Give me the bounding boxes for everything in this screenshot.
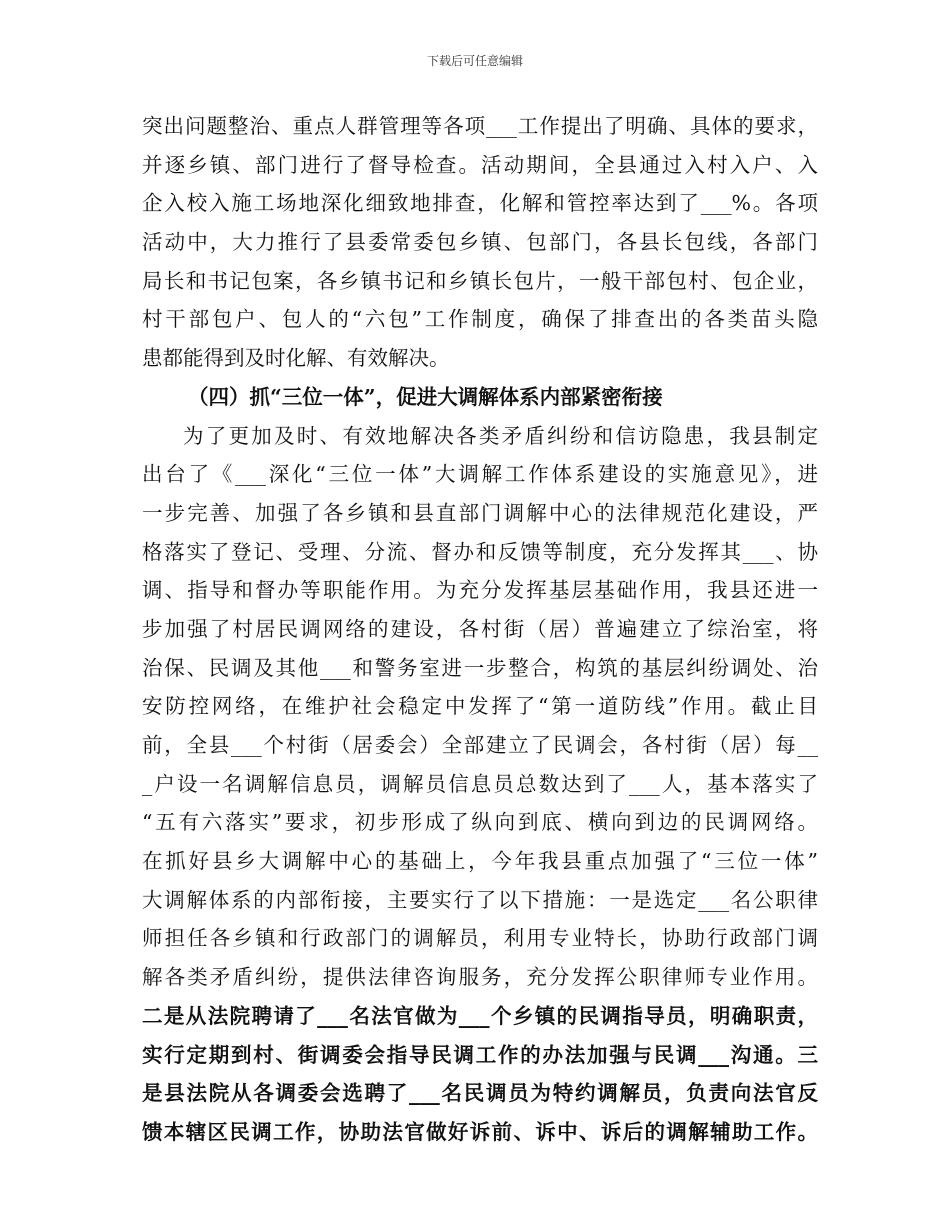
text-line: 患都能得到及时化解、有效解决。 — [142, 346, 450, 371]
text-line: 调、指导和督办等职能作用。为充分发挥基层基础作用，我县还进一 — [142, 578, 818, 603]
text-line: 出台了《___深化“三位一体”大调解工作体系建设的实施意见》，进 — [142, 462, 818, 487]
text-line: 大调解体系的内部衔接，主要实行了以下措施：一是选定___名公职律 — [142, 887, 818, 912]
text-line: 解各类矛盾纠纷，提供法律咨询服务，充分发挥公职律师专业作用。 — [142, 965, 818, 990]
text-line: 突出问题整治、重点人群管理等各项___工作提出了明确、具体的要求， — [142, 114, 818, 138]
text-line: 村干部包户、包人的“六包”工作制度，确保了排查出的各类苗头隐 — [142, 307, 818, 332]
text-line: 格落实了登记、受理、分流、督办和反馈等制度，充分发挥其___、协 — [142, 539, 818, 564]
text-line: 治保、民调及其他___和警务室进一步整合，构筑的基层纠纷调处、治 — [142, 655, 818, 680]
text-line: 企入校入施工场地深化细致地排查，化解和管控率达到了___%。各项 — [142, 191, 818, 216]
text-line: 馈本辖区民调工作，协助法官做好诉前、诉中、诉后的调解辅助工作。 — [142, 1119, 818, 1144]
text-line: 活动中，大力推行了县委常委包乡镇、包部门，各县长包线，各部门 — [142, 230, 818, 255]
page-header: 下载后可任意编辑 — [426, 54, 523, 68]
text-line: 步加强了村居民调网络的建设，各村街（居）普遍建立了综治室，将 — [142, 616, 818, 641]
text-line: 一步完善、加强了各乡镇和县直部门调解中心的法律规范化建设，严 — [142, 500, 818, 525]
text-line: 实行定期到村、街调委会指导民调工作的办法加强与民调___沟通。三 — [142, 1042, 818, 1067]
text-line: 局长和书记包案，各乡镇书记和乡镇长包片，一般干部包村、包企业， — [142, 268, 818, 293]
text-line: 并逐乡镇、部门进行了督导检查。活动期间，全县通过入村入户、入 — [142, 152, 818, 177]
text-line: _户设一名调解信息员，调解员信息员总数达到了___人，基本落实了 — [142, 771, 818, 796]
text-line: 安防控网络，在维护社会稳定中发挥了“第一道防线”作用。截止目 — [142, 694, 818, 719]
section-heading: （四）抓“三位一体”，促进大调解体系内部紧密衔接 — [188, 384, 663, 409]
text-line: 二是从法院聘请了___名法官做为___个乡镇的民调指导员，明确职责， — [142, 1003, 818, 1028]
text-line: 在抓好县乡大调解中心的基础上，今年我县重点加强了“三位一体” — [142, 849, 818, 874]
text-line: 为了更加及时、有效地解决各类矛盾纠纷和信访隐患，我县制定 — [183, 423, 818, 448]
text-line: “五有六落实”要求，初步形成了纵向到底、横向到边的民调网络。 — [142, 810, 818, 835]
text-line: 是县法院从各调委会选聘了___名民调员为特约调解员，负责向法官反 — [142, 1081, 818, 1106]
document-body — [142, 107, 818, 1152]
text-line: 师担任各乡镇和行政部门的调解员，利用专业特长，协助行政部门调 — [142, 926, 818, 951]
text-line: 前，全县___个村街（居委会）全部建立了民调会，各村街（居）每__ — [142, 733, 818, 757]
